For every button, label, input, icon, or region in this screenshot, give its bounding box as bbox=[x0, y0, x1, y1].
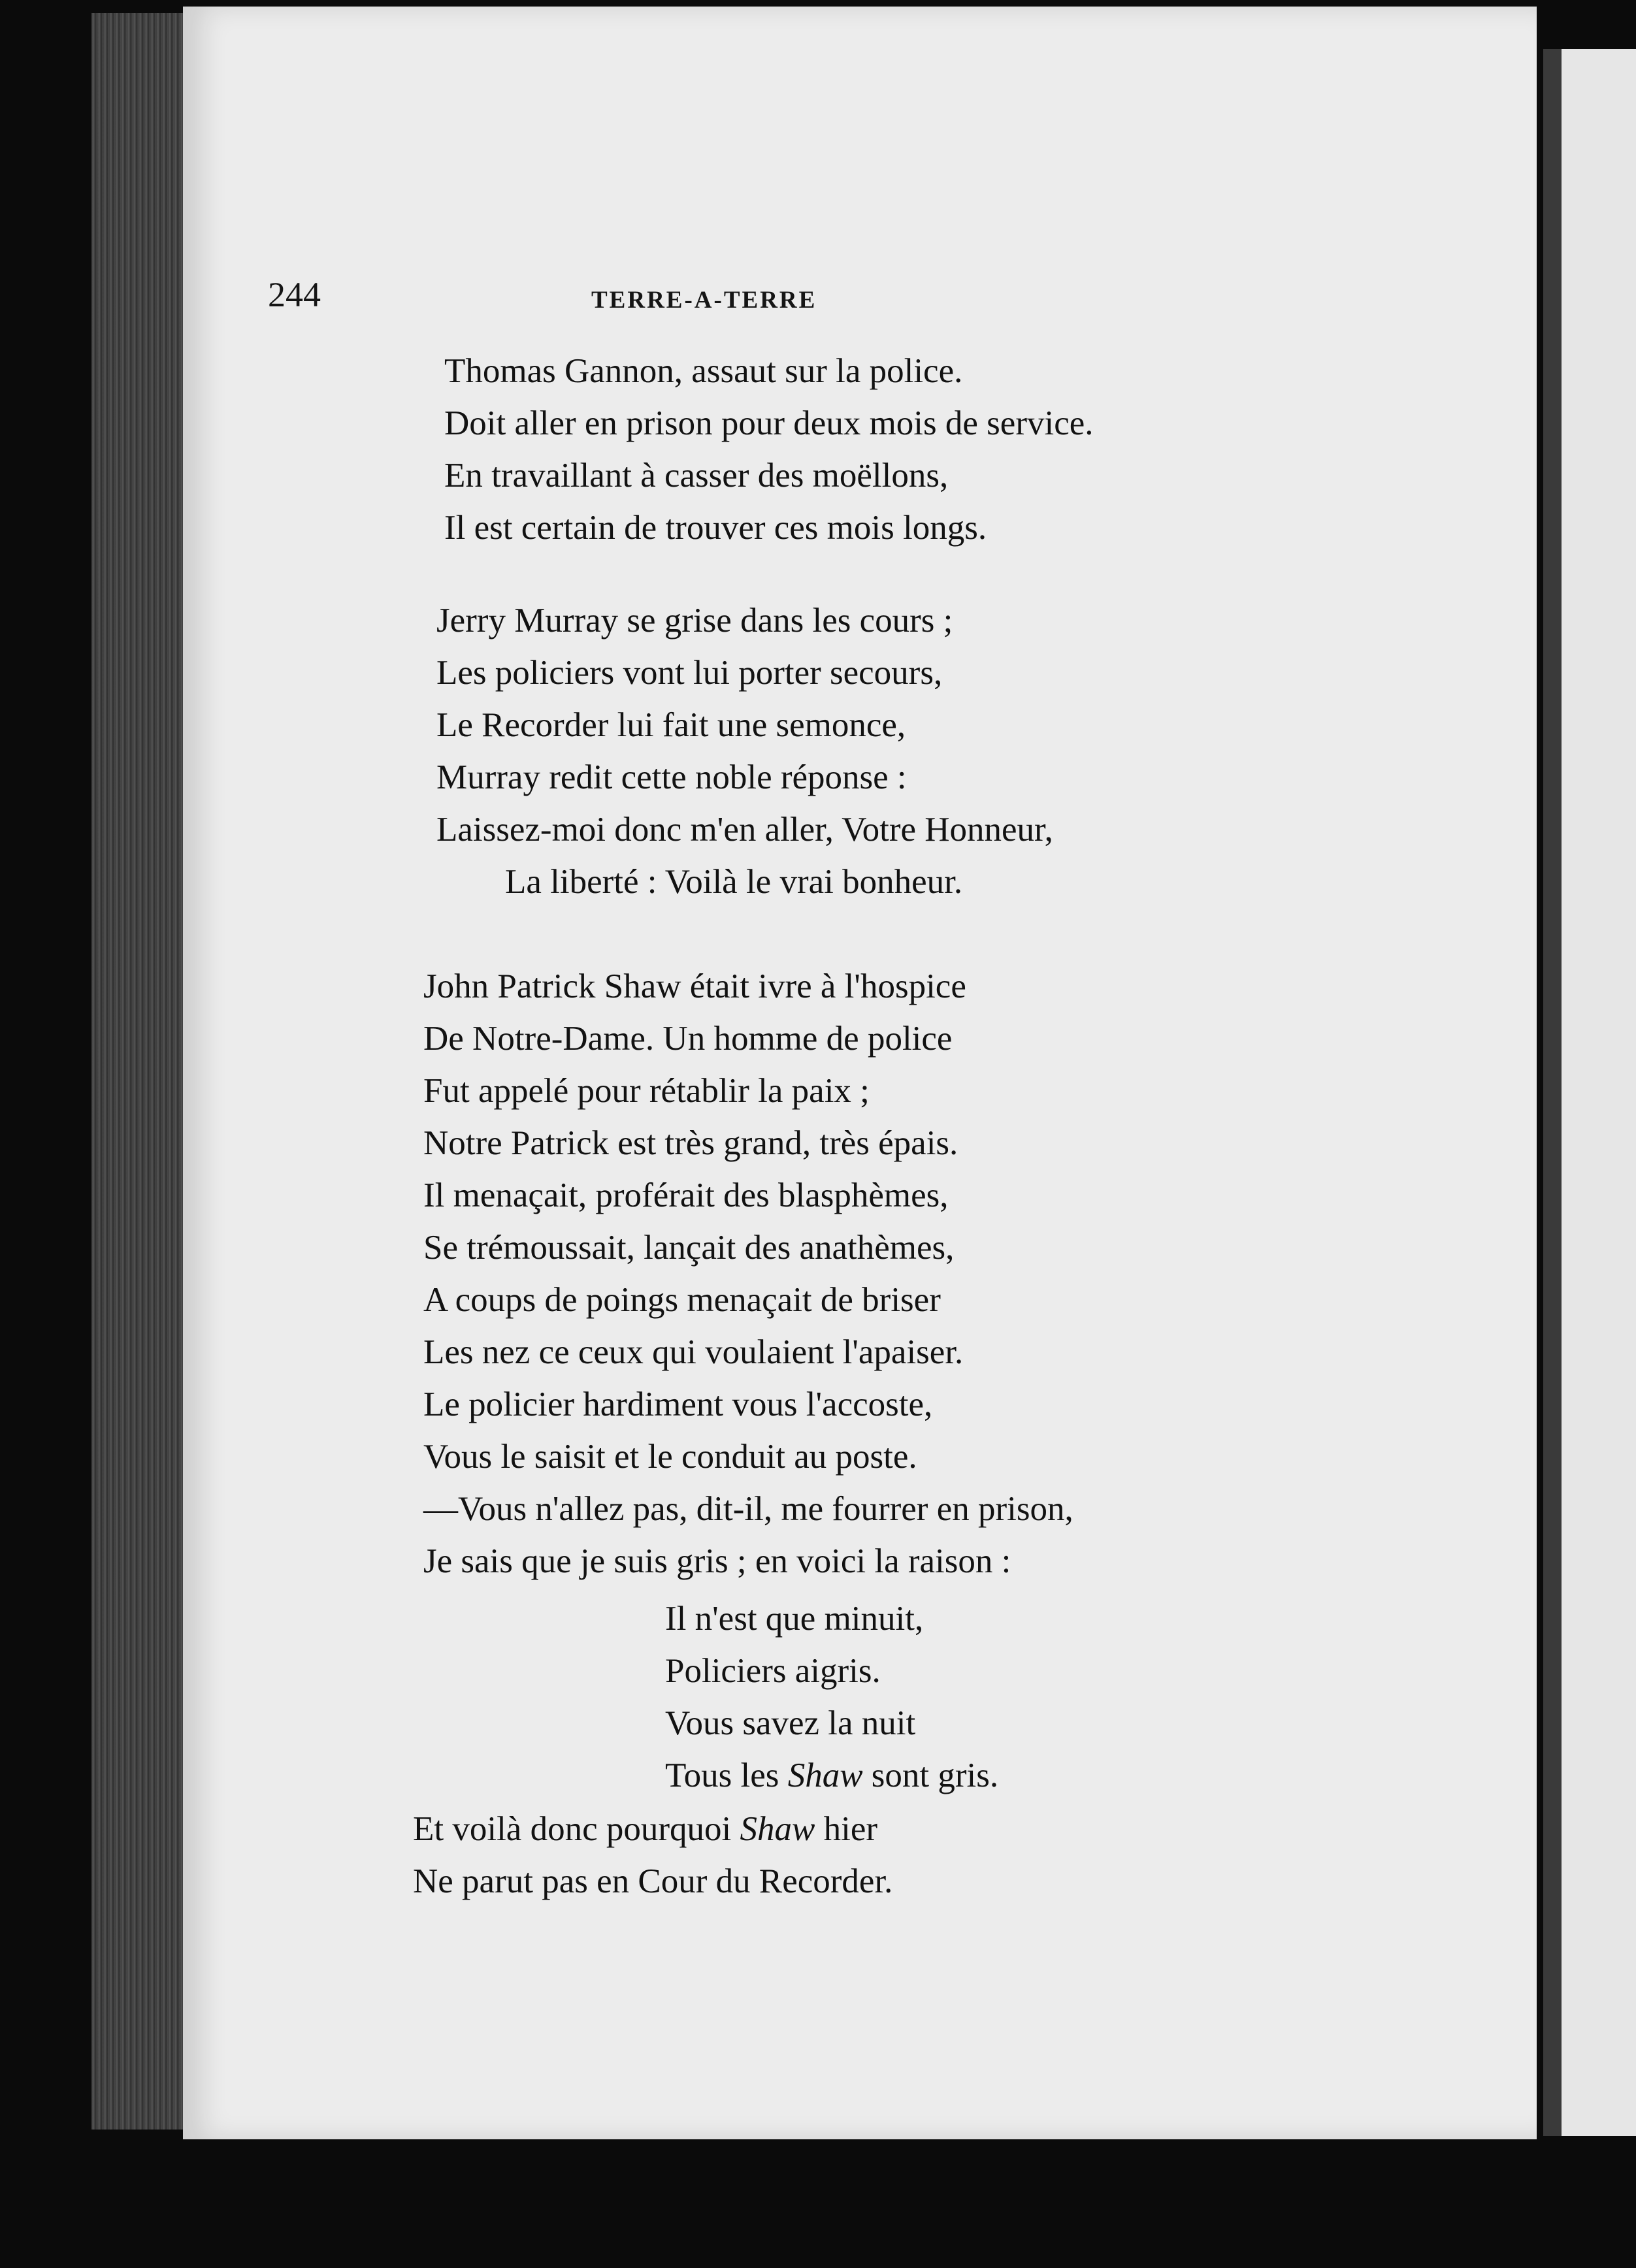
verse-line: En travaillant à casser des moëllons, bbox=[444, 457, 949, 494]
verse-text: Et voilà donc pourquoi bbox=[413, 1810, 740, 1848]
verse-line: Il menaçait, proférait des blasphèmes, bbox=[423, 1176, 949, 1214]
verse-line: Vous savez la nuit bbox=[665, 1704, 916, 1742]
verse-line: Doit aller en prison pour deux mois de service. bbox=[444, 404, 1094, 442]
verse-line: Il n'est que minuit, bbox=[665, 1600, 924, 1638]
verse-line-with-italic bbox=[413, 1803, 892, 1855]
italic-name: Shaw bbox=[787, 1757, 863, 1794]
verse-line: A coups de poings menaçait de briser bbox=[423, 1281, 941, 1319]
verse-line: Notre Patrick est très grand, très épais. bbox=[423, 1124, 958, 1162]
verse-line: John Patrick Shaw était ivre à l'hospice bbox=[423, 967, 966, 1005]
verse-text: hier bbox=[815, 1810, 877, 1848]
adjacent-page bbox=[1543, 49, 1636, 2136]
verse-line: Thomas Gannon, assaut sur la police. bbox=[444, 352, 963, 390]
verse-line-with-italic bbox=[665, 1749, 998, 1802]
stanza-closing bbox=[413, 1803, 892, 1907]
verse-line: Ne parut pas en Cour du Recorder. bbox=[413, 1862, 893, 1900]
stanza-jerry-murray bbox=[436, 594, 1053, 908]
verse-line: Je sais que je suis gris ; en voici la raison : bbox=[423, 1542, 1011, 1580]
verse-line: Jerry Murray se grise dans les cours ; bbox=[436, 602, 953, 640]
verse-line: Laissez-moi donc m'en aller, Votre Honneur, bbox=[436, 811, 1053, 849]
verse-line: Fut appelé pour rétablir la paix ; bbox=[423, 1072, 870, 1110]
page-number: 244 bbox=[268, 275, 321, 314]
verse-line: De Notre-Dame. Un homme de police bbox=[423, 1020, 953, 1058]
running-head bbox=[268, 274, 1026, 320]
verse-line: Les nez ce ceux qui voulaient l'apaiser. bbox=[423, 1333, 964, 1371]
verse-line: Murray redit cette noble réponse : bbox=[436, 758, 907, 796]
stanza-song bbox=[665, 1593, 998, 1802]
book-fore-edge bbox=[91, 13, 189, 2130]
stanza-thomas-gannon bbox=[444, 345, 1094, 554]
verse-text: sont gris. bbox=[862, 1757, 999, 1794]
verse-line: —Vous n'allez pas, dit-il, me fourrer en prison, bbox=[423, 1490, 1073, 1528]
italic-name: Shaw bbox=[740, 1810, 815, 1848]
verse-line: Vous le saisit et le conduit au poste. bbox=[423, 1438, 917, 1476]
verse-line-indented: La liberté : Voilà le vrai bonheur. bbox=[505, 863, 963, 901]
verse-line: Le policier hardiment vous l'accoste, bbox=[423, 1385, 933, 1423]
verse-line: Il est certain de trouver ces mois longs. bbox=[444, 509, 987, 547]
stanza-john-patrick-shaw bbox=[423, 960, 1073, 1587]
verse-text: Tous les bbox=[665, 1757, 788, 1794]
verse-line: Policiers aigris. bbox=[665, 1652, 881, 1690]
verse-line: Les policiers vont lui porter secours, bbox=[436, 654, 943, 692]
running-title: TERRE-A-TERRE bbox=[591, 287, 817, 314]
verse-line: Se trémoussait, lançait des anathèmes, bbox=[423, 1229, 955, 1267]
verse-line: Le Recorder lui fait une semonce, bbox=[436, 706, 906, 744]
